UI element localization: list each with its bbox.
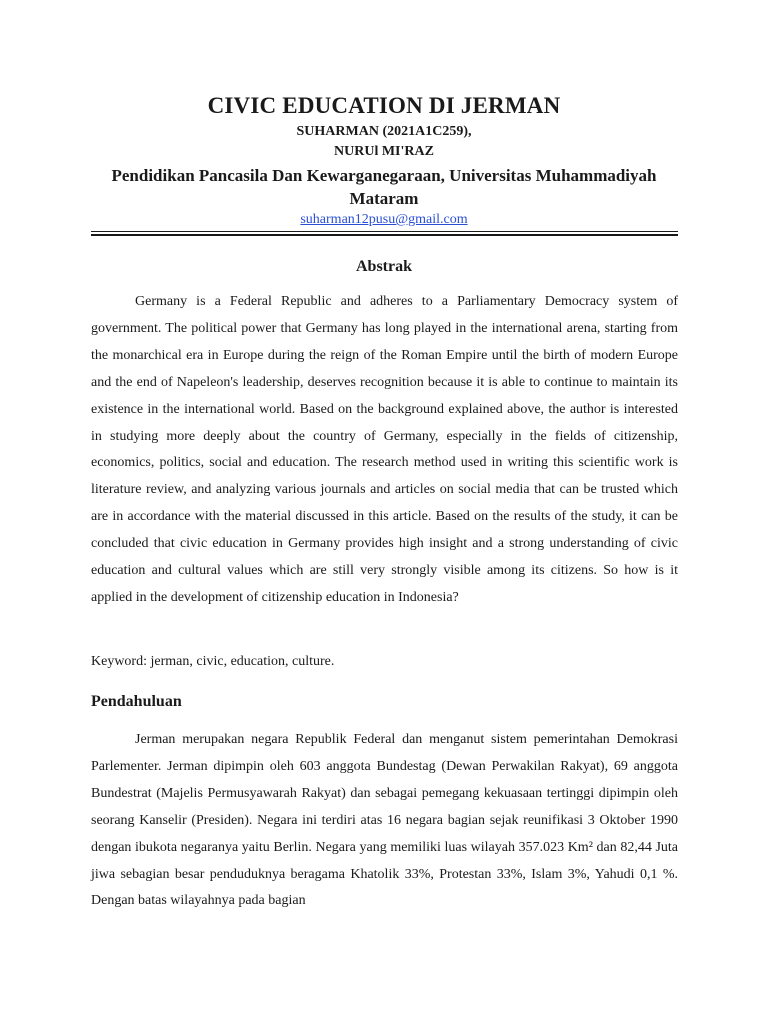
author-line-1: SUHARMAN (2021A1C259), <box>296 124 472 139</box>
affiliation: Pendidikan Pancasila Dan Kewarganegaraan, Universitas Muhammadiyah Mataram <box>111 166 657 208</box>
abstract-heading: Abstrak <box>355 258 412 275</box>
author-line-2: NURUl MI'RAZ <box>334 144 434 159</box>
section-heading-introduction: Pendahuluan <box>91 693 182 710</box>
paper-title: CIVIC EDUCATION DI JERMAN <box>207 93 561 118</box>
keywords: Keyword: jerman, civic, education, culture. <box>91 654 335 669</box>
header-divider-thin <box>91 231 678 232</box>
header-divider-thick <box>91 234 678 236</box>
email-link[interactable]: suharman12pusu@gmail.com <box>300 212 468 227</box>
abstract-body: Germany is a Federal Republic and adheres to a Parliamentary Democracy system of government. The political power that Germany has long played in the international arena, starting from the monarchical era in Europe during the reign of the Roman Empire until the birth of modern Europe and the end of Napeleon's leadership, deserves recognition because it is able to continue to maintain its existence in the international world. Based on the background explained above, the author is interested in studying more deeply about the country of Germany, especially in the fields of citizenship, economics, politics, social and education. The research method used in writing this scientific work is literature review, and analyzing various journals and articles on social media that can be trusted which are in accordance with the material discussed in this article. Based on the results of the study, it can be concluded that civic education in Germany provides high insight and a strong understanding of civic education and cultural values which are still very strongly visible among its citizens. So how is it applied in the development of citizenship education in Indonesia? <box>91 294 678 605</box>
introduction-body: Jerman merupakan negara Republik Federal dan menganut sistem pemerintahan Demokrasi Parlementer. Jerman dipimpin oleh 603 anggota Bundestag (Dewan Perwakilan Rakyat), 69 anggota Bundestrat (Majelis Permusyawarah Rakyat) dan sebagai pemegang kekuasaan tertinggi dipimpin oleh seorang Kanselir (Presiden). Negara ini terdiri atas 16 negara bagian sejak reunifikasi 3 Oktober 1990 dengan ibukota negaranya yaitu Berlin. Negara yang memiliki luas wilayah 357.023 Km² dan 82,44 Juta jiwa sebagian besar penduduknya beragama Khatolik 33%, Protestan 33%, Islam 3%, Yahudi 0,1 %. Dengan batas wilayahnya pada bagian <box>91 732 678 909</box>
